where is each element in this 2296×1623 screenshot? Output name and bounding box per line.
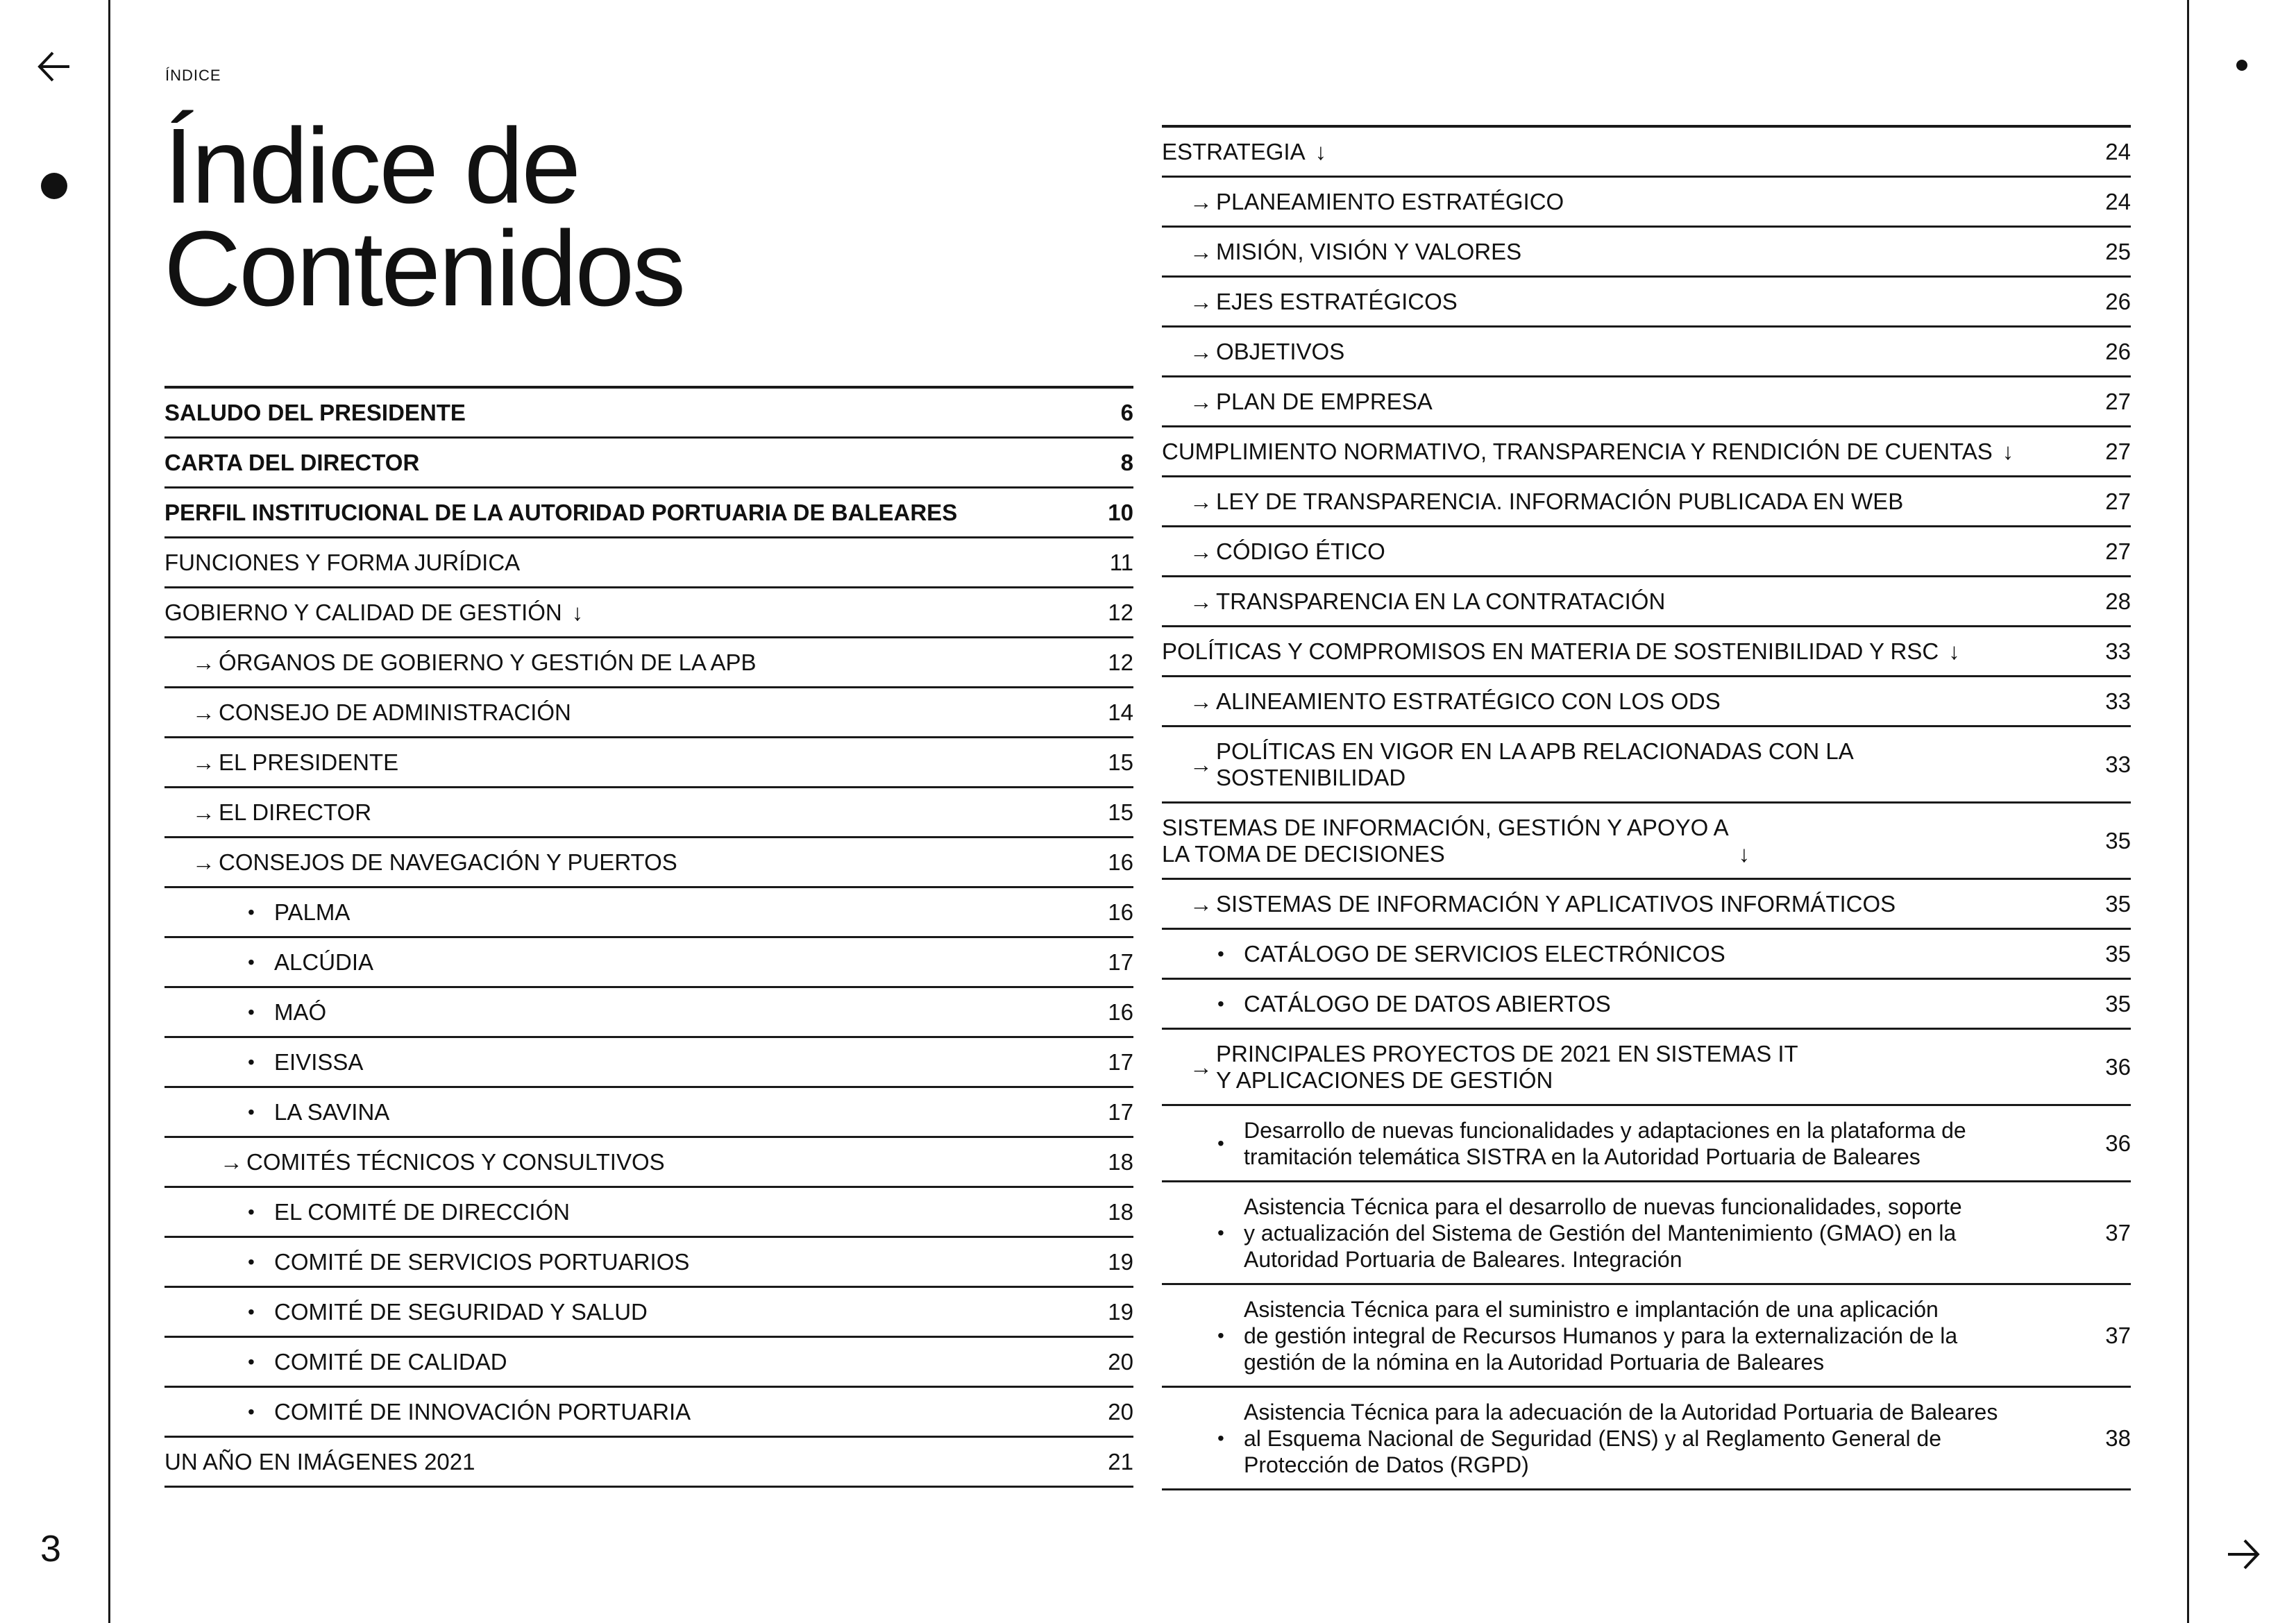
toc-page-number: 37 bbox=[2105, 1219, 2131, 1246]
arrow-right-small-icon: → bbox=[1190, 488, 1213, 514]
toc-entry-label: ESTRATEGIA bbox=[1162, 138, 1306, 164]
toc-entry-label: Asistencia Técnica para el desarrollo de nuevas funcionalidades, soporte y actualización del Sistema de Gestión del Mantenimiento (GMAO) en la Autoridad Portuaria de Baleares. Integración bbox=[1244, 1193, 1962, 1272]
toc-entry-title bbox=[1162, 638, 2089, 665]
toc-page-number: 19 bbox=[1108, 1298, 1133, 1325]
current-section-dot bbox=[41, 173, 67, 199]
toc-page-number: 17 bbox=[1108, 1098, 1133, 1125]
toc-entry-label: POLÍTICAS Y COMPROMISOS EN MATERIA DE SOSTENIBILIDAD Y RSC bbox=[1162, 638, 1939, 664]
toc-entry-title bbox=[1162, 991, 2089, 1017]
arrow-down-icon: ↓ bbox=[1315, 138, 1327, 164]
toc-entry-title bbox=[1162, 189, 2089, 215]
toc-entry[interactable] bbox=[1162, 427, 2131, 477]
toc-entry-title bbox=[164, 1099, 1092, 1125]
toc-entry[interactable] bbox=[1162, 328, 2131, 377]
toc-entry-label: POLÍTICAS EN VIGOR EN LA APB RELACIONADAS CON LA SOSTENIBILIDAD bbox=[1216, 738, 1854, 790]
toc-right-column bbox=[1162, 125, 2131, 1490]
toc-entry[interactable] bbox=[1162, 577, 2131, 627]
toc-list bbox=[164, 386, 1133, 1488]
toc-page-number: 14 bbox=[1108, 699, 1133, 725]
toc-entry[interactable] bbox=[164, 738, 1133, 788]
toc-entry-label: CÓDIGO ÉTICO bbox=[1216, 538, 1385, 564]
toc-entry-title bbox=[164, 1049, 1092, 1076]
toc-entry-label: PLANEAMIENTO ESTRATÉGICO bbox=[1216, 188, 1564, 214]
toc-page-number: 28 bbox=[2105, 588, 2131, 614]
marker-dot bbox=[2236, 60, 2247, 71]
toc-entry-title bbox=[1162, 1193, 2089, 1273]
toc-entry-label: MAÓ bbox=[274, 999, 327, 1025]
toc-entry-label: ALCÚDIA bbox=[274, 949, 374, 975]
toc-entry[interactable] bbox=[1162, 527, 2131, 577]
arrow-down-icon: ↓ bbox=[1948, 638, 1960, 664]
toc-entry-label: SISTEMAS DE INFORMACIÓN Y APLICATIVOS INFORMÁTICOS bbox=[1216, 890, 1896, 917]
toc-entry-title bbox=[164, 949, 1092, 976]
page-title-line-1: Índice de bbox=[164, 106, 580, 226]
toc-entry-title bbox=[1162, 891, 2089, 917]
arrow-right-small-icon: → bbox=[1190, 538, 1213, 564]
toc-page-number: 12 bbox=[1108, 599, 1133, 625]
arrow-right-small-icon: → bbox=[192, 699, 215, 725]
toc-page-number: 17 bbox=[1108, 949, 1133, 975]
toc-entry-title bbox=[1162, 815, 2089, 867]
toc-entry-label: PERFIL INSTITUCIONAL DE LA AUTORIDAD PORTUARIA DE BALEARES bbox=[164, 499, 958, 525]
arrow-left-icon[interactable] bbox=[36, 50, 72, 83]
bullet-icon: • bbox=[248, 1300, 255, 1323]
toc-entry-label: CONSEJO DE ADMINISTRACIÓN bbox=[219, 699, 571, 725]
toc-entry-label: ALINEAMIENTO ESTRATÉGICO CON LOS ODS bbox=[1216, 688, 1721, 714]
toc-page-number: 20 bbox=[1108, 1348, 1133, 1375]
toc-entry-title bbox=[164, 749, 1092, 776]
toc-entry[interactable] bbox=[164, 1388, 1133, 1438]
toc-entry-label: EL DIRECTOR bbox=[219, 799, 372, 825]
toc-entry[interactable] bbox=[1162, 228, 2131, 278]
toc-entry-title bbox=[164, 450, 1092, 476]
bullet-icon: • bbox=[248, 1051, 255, 1073]
arrow-right-small-icon: → bbox=[1190, 1053, 1213, 1080]
toc-entry[interactable] bbox=[1162, 1388, 2131, 1490]
toc-entry-title bbox=[1162, 389, 2089, 415]
toc-entry-title bbox=[164, 699, 1092, 726]
toc-entry-label: PALMA bbox=[274, 899, 351, 925]
toc-entry-title bbox=[164, 899, 1092, 926]
page-title bbox=[164, 106, 684, 328]
toc-page-number: 33 bbox=[2105, 638, 2131, 664]
toc-entry-label: CATÁLOGO DE DATOS ABIERTOS bbox=[1244, 990, 1611, 1017]
toc-page-number: 18 bbox=[1108, 1148, 1133, 1175]
page-number: 3 bbox=[40, 1528, 62, 1570]
toc-page-number: 27 bbox=[2105, 488, 2131, 514]
bullet-icon: • bbox=[1217, 1132, 1224, 1154]
toc-entry[interactable] bbox=[164, 538, 1133, 588]
bullet-icon: • bbox=[1217, 942, 1224, 965]
section-label: ÍNDICE bbox=[165, 67, 221, 84]
arrow-right-small-icon: → bbox=[1190, 288, 1213, 314]
toc-entry-title bbox=[164, 1349, 1092, 1375]
toc-entry[interactable] bbox=[164, 1338, 1133, 1388]
toc-entry[interactable] bbox=[1162, 1106, 2131, 1182]
toc-page-number: 38 bbox=[2105, 1425, 2131, 1451]
toc-entry[interactable] bbox=[1162, 804, 2131, 880]
toc-entry-label: UN AÑO EN IMÁGENES 2021 bbox=[164, 1448, 475, 1475]
left-divider-line bbox=[108, 0, 110, 1623]
toc-entry[interactable] bbox=[1162, 677, 2131, 727]
arrow-right-small-icon: → bbox=[1190, 188, 1213, 214]
toc-entry[interactable] bbox=[1162, 980, 2131, 1030]
toc-entry-title bbox=[164, 649, 1092, 676]
arrow-down-icon: ↓ bbox=[571, 599, 584, 625]
toc-entry-title bbox=[1162, 588, 2089, 615]
toc-entry-title bbox=[1162, 1296, 2089, 1375]
toc-entry[interactable] bbox=[164, 1288, 1133, 1338]
toc-entry-label: CARTA DEL DIRECTOR bbox=[164, 449, 420, 475]
toc-page-number: 25 bbox=[2105, 238, 2131, 264]
toc-page-number: 27 bbox=[2105, 388, 2131, 414]
toc-entry[interactable] bbox=[164, 688, 1133, 738]
toc-page-number: 36 bbox=[2105, 1053, 2131, 1080]
toc-page-number: 33 bbox=[2105, 688, 2131, 714]
toc-entry-label: EL PRESIDENTE bbox=[219, 749, 399, 775]
arrow-right-small-icon: → bbox=[1190, 388, 1213, 414]
toc-page-number: 37 bbox=[2105, 1322, 2131, 1348]
toc-entry-title bbox=[1162, 688, 2089, 715]
toc-entry-label: SALUDO DEL PRESIDENTE bbox=[164, 399, 466, 425]
toc-page-number: 15 bbox=[1108, 749, 1133, 775]
toc-entry[interactable] bbox=[1162, 1030, 2131, 1106]
toc-entry-label: COMITÉS TÉCNICOS Y CONSULTIVOS bbox=[246, 1148, 665, 1175]
bullet-icon: • bbox=[1217, 1221, 1224, 1243]
toc-entry-title bbox=[1162, 738, 2089, 791]
arrow-right-small-icon: → bbox=[220, 1148, 243, 1175]
toc-entry[interactable] bbox=[1162, 627, 2131, 677]
toc-page-number: 8 bbox=[1120, 449, 1133, 475]
bullet-icon: • bbox=[248, 901, 255, 923]
toc-page-number: 6 bbox=[1120, 399, 1133, 425]
toc-entry-title bbox=[1162, 289, 2089, 315]
arrow-right-small-icon: → bbox=[192, 749, 215, 775]
toc-entry-title bbox=[1162, 239, 2089, 265]
arrow-right-small-icon: → bbox=[1190, 238, 1213, 264]
toc-entry-label: GOBIERNO Y CALIDAD DE GESTIÓN bbox=[164, 599, 562, 625]
toc-entry-title bbox=[164, 1149, 1092, 1175]
arrow-right-small-icon: → bbox=[1190, 688, 1213, 714]
toc-entry-title bbox=[164, 550, 1092, 576]
toc-page-number: 18 bbox=[1108, 1198, 1133, 1225]
toc-entry[interactable] bbox=[1162, 178, 2131, 228]
bullet-icon: • bbox=[1217, 992, 1224, 1014]
toc-entry[interactable] bbox=[1162, 880, 2131, 930]
arrow-right-small-icon: → bbox=[192, 649, 215, 675]
toc-entry[interactable] bbox=[164, 1138, 1133, 1188]
toc-entry-title bbox=[1162, 139, 2089, 165]
toc-entry-title bbox=[1162, 339, 2089, 365]
toc-entry-title bbox=[1162, 538, 2089, 565]
toc-page-number: 27 bbox=[2105, 538, 2131, 564]
arrow-down-icon: ↓ bbox=[1738, 840, 1750, 867]
toc-page-number: 11 bbox=[1109, 549, 1133, 575]
toc-page-number: 36 bbox=[2105, 1130, 2131, 1156]
bullet-icon: • bbox=[1217, 1427, 1224, 1449]
toc-entry[interactable] bbox=[164, 1038, 1133, 1088]
toc-entry-label: FUNCIONES Y FORMA JURÍDICA bbox=[164, 549, 521, 575]
toc-entry-label: CUMPLIMIENTO NORMATIVO, TRANSPARENCIA Y RENDICIÓN DE CUENTAS bbox=[1162, 438, 1993, 464]
arrow-right-small-icon: → bbox=[1190, 588, 1213, 614]
arrow-right-small-icon: → bbox=[1190, 751, 1213, 777]
arrow-right-small-icon: → bbox=[192, 849, 215, 875]
arrow-right-small-icon: → bbox=[192, 799, 215, 825]
toc-entry-title bbox=[164, 1199, 1092, 1225]
toc-entry-label: Desarrollo de nuevas funcionalidades y adaptaciones en la plataforma de tramitación telemática SISTRA en la Autoridad Portuaria de Baleares bbox=[1244, 1117, 1966, 1169]
toc-entry-label: CATÁLOGO DE SERVICIOS ELECTRÓNICOS bbox=[1244, 940, 1725, 967]
toc-page-number: 33 bbox=[2105, 751, 2131, 777]
toc-entry-title bbox=[1162, 1117, 2089, 1170]
toc-entry[interactable] bbox=[164, 1438, 1133, 1488]
toc-entry-title bbox=[164, 1449, 1092, 1475]
bullet-icon: • bbox=[248, 1400, 255, 1422]
toc-entry[interactable] bbox=[164, 1238, 1133, 1288]
toc-entry-title bbox=[164, 849, 1092, 876]
bullet-icon: • bbox=[248, 951, 255, 973]
toc-entry[interactable] bbox=[164, 1188, 1133, 1238]
toc-page-number: 24 bbox=[2105, 138, 2131, 164]
bullet-icon: • bbox=[248, 1101, 255, 1123]
toc-entry[interactable] bbox=[164, 488, 1133, 538]
toc-entry-label: LA SAVINA bbox=[274, 1098, 390, 1125]
toc-entry-title bbox=[164, 1399, 1092, 1425]
bullet-icon: • bbox=[248, 1350, 255, 1373]
toc-entry-label: Asistencia Técnica para la adecuación de la Autoridad Portuaria de Baleares al Esquema Nacional de Seguridad (ENS) y al Reglamento General de Protección de Datos (RGPD) bbox=[1244, 1399, 1998, 1477]
toc-entry-title bbox=[1162, 1399, 2089, 1478]
toc-entry[interactable] bbox=[164, 638, 1133, 688]
toc-entry[interactable] bbox=[164, 888, 1133, 938]
arrow-right-icon[interactable] bbox=[2225, 1538, 2261, 1571]
toc-entry-label: LEY DE TRANSPARENCIA. INFORMACIÓN PUBLICADA EN WEB bbox=[1216, 488, 1904, 514]
bullet-icon: • bbox=[248, 1250, 255, 1273]
toc-entry-label: COMITÉ DE INNOVACIÓN PORTUARIA bbox=[274, 1398, 691, 1425]
toc-entry-title bbox=[1162, 439, 2089, 465]
arrow-right-small-icon: → bbox=[1190, 338, 1213, 364]
toc-entry-label: ÓRGANOS DE GOBIERNO Y GESTIÓN DE LA APB bbox=[219, 649, 757, 675]
toc-entry-title bbox=[164, 600, 1092, 626]
toc-page-number: 16 bbox=[1108, 999, 1133, 1025]
toc-page-number: 16 bbox=[1108, 849, 1133, 875]
toc-entry-label: EL COMITÉ DE DIRECCIÓN bbox=[274, 1198, 570, 1225]
toc-entry-label: OBJETIVOS bbox=[1216, 338, 1345, 364]
toc-entry-title bbox=[164, 1299, 1092, 1325]
toc-entry-title bbox=[164, 500, 1092, 526]
toc-page-number: 27 bbox=[2105, 438, 2131, 464]
bullet-icon: • bbox=[248, 1001, 255, 1023]
toc-entry-label: COMITÉ DE SERVICIOS PORTUARIOS bbox=[274, 1248, 690, 1275]
bullet-icon: • bbox=[1217, 1324, 1224, 1346]
toc-entry-label: Asistencia Técnica para el suministro e implantación de una aplicación de gestión integral de Recursos Humanos y para la externalización de la gestión de la nómina en la Autoridad Portuaria de Baleares bbox=[1244, 1296, 1958, 1375]
toc-page-number: 10 bbox=[1108, 499, 1133, 525]
toc-entry-title bbox=[164, 799, 1092, 826]
toc-entry[interactable] bbox=[1162, 477, 2131, 527]
toc-entry-label: COMITÉ DE SEGURIDAD Y SALUD bbox=[274, 1298, 648, 1325]
toc-page-number: 24 bbox=[2105, 188, 2131, 214]
toc-page-number: 35 bbox=[2105, 940, 2131, 967]
toc-entry[interactable] bbox=[164, 838, 1133, 888]
toc-entry-title bbox=[1162, 1041, 2089, 1094]
toc-entry-label: CONSEJOS DE NAVEGACIÓN Y PUERTOS bbox=[219, 849, 677, 875]
toc-page-number: 26 bbox=[2105, 338, 2131, 364]
toc-page-number: 35 bbox=[2105, 990, 2131, 1017]
toc-page-number: 15 bbox=[1108, 799, 1133, 825]
toc-entry[interactable] bbox=[164, 938, 1133, 988]
bullet-icon: • bbox=[248, 1200, 255, 1223]
toc-entry-label: MISIÓN, VISIÓN Y VALORES bbox=[1216, 238, 1522, 264]
toc-entry[interactable] bbox=[1162, 930, 2131, 980]
right-divider-line bbox=[2187, 0, 2189, 1623]
toc-entry[interactable] bbox=[1162, 377, 2131, 427]
toc-entry[interactable] bbox=[1162, 1285, 2131, 1388]
toc-page-number: 20 bbox=[1108, 1398, 1133, 1425]
toc-entry[interactable] bbox=[1162, 128, 2131, 178]
toc-entry[interactable] bbox=[164, 788, 1133, 838]
toc-entry-title bbox=[164, 999, 1092, 1026]
toc-entry[interactable] bbox=[164, 1088, 1133, 1138]
arrow-right-small-icon: → bbox=[1190, 890, 1213, 917]
toc-entry-label: EIVISSA bbox=[274, 1048, 364, 1075]
toc-left-column bbox=[164, 386, 1133, 1488]
toc-entry-title bbox=[164, 1249, 1092, 1275]
toc-entry[interactable] bbox=[1162, 727, 2131, 804]
toc-entry-label: EJES ESTRATÉGICOS bbox=[1216, 288, 1458, 314]
toc-entry[interactable] bbox=[1162, 278, 2131, 328]
toc-entry[interactable] bbox=[164, 588, 1133, 638]
toc-page-number: 21 bbox=[1108, 1448, 1133, 1475]
toc-page-number: 26 bbox=[2105, 288, 2131, 314]
toc-entry[interactable] bbox=[164, 988, 1133, 1038]
toc-entry-label: PLAN DE EMPRESA bbox=[1216, 388, 1433, 414]
toc-entry[interactable] bbox=[1162, 1182, 2131, 1285]
toc-page-number: 16 bbox=[1108, 899, 1133, 925]
toc-page-number: 12 bbox=[1108, 649, 1133, 675]
toc-entry-label: PRINCIPALES PROYECTOS DE 2021 EN SISTEMAS IT Y APLICACIONES DE GESTIÓN bbox=[1216, 1040, 1798, 1093]
page-title-line-2: Contenidos bbox=[164, 209, 684, 328]
toc-entry-title bbox=[1162, 488, 2089, 515]
toc-entry-label: TRANSPARENCIA EN LA CONTRATACIÓN bbox=[1216, 588, 1666, 614]
toc-entry-title bbox=[164, 400, 1092, 426]
toc-page-number: 35 bbox=[2105, 890, 2131, 917]
arrow-down-icon: ↓ bbox=[2002, 438, 2014, 464]
toc-entry-title bbox=[1162, 941, 2089, 967]
toc-entry-label: COMITÉ DE CALIDAD bbox=[274, 1348, 507, 1375]
toc-page-number: 17 bbox=[1108, 1048, 1133, 1075]
toc-entry[interactable] bbox=[164, 389, 1133, 439]
toc-list bbox=[1162, 125, 2131, 1490]
toc-page-number: 19 bbox=[1108, 1248, 1133, 1275]
toc-page-number: 35 bbox=[2105, 827, 2131, 853]
toc-entry[interactable] bbox=[164, 439, 1133, 488]
toc-entry-label: SISTEMAS DE INFORMACIÓN, GESTIÓN Y APOYO A LA TOMA DE DECISIONES bbox=[1162, 814, 1729, 867]
